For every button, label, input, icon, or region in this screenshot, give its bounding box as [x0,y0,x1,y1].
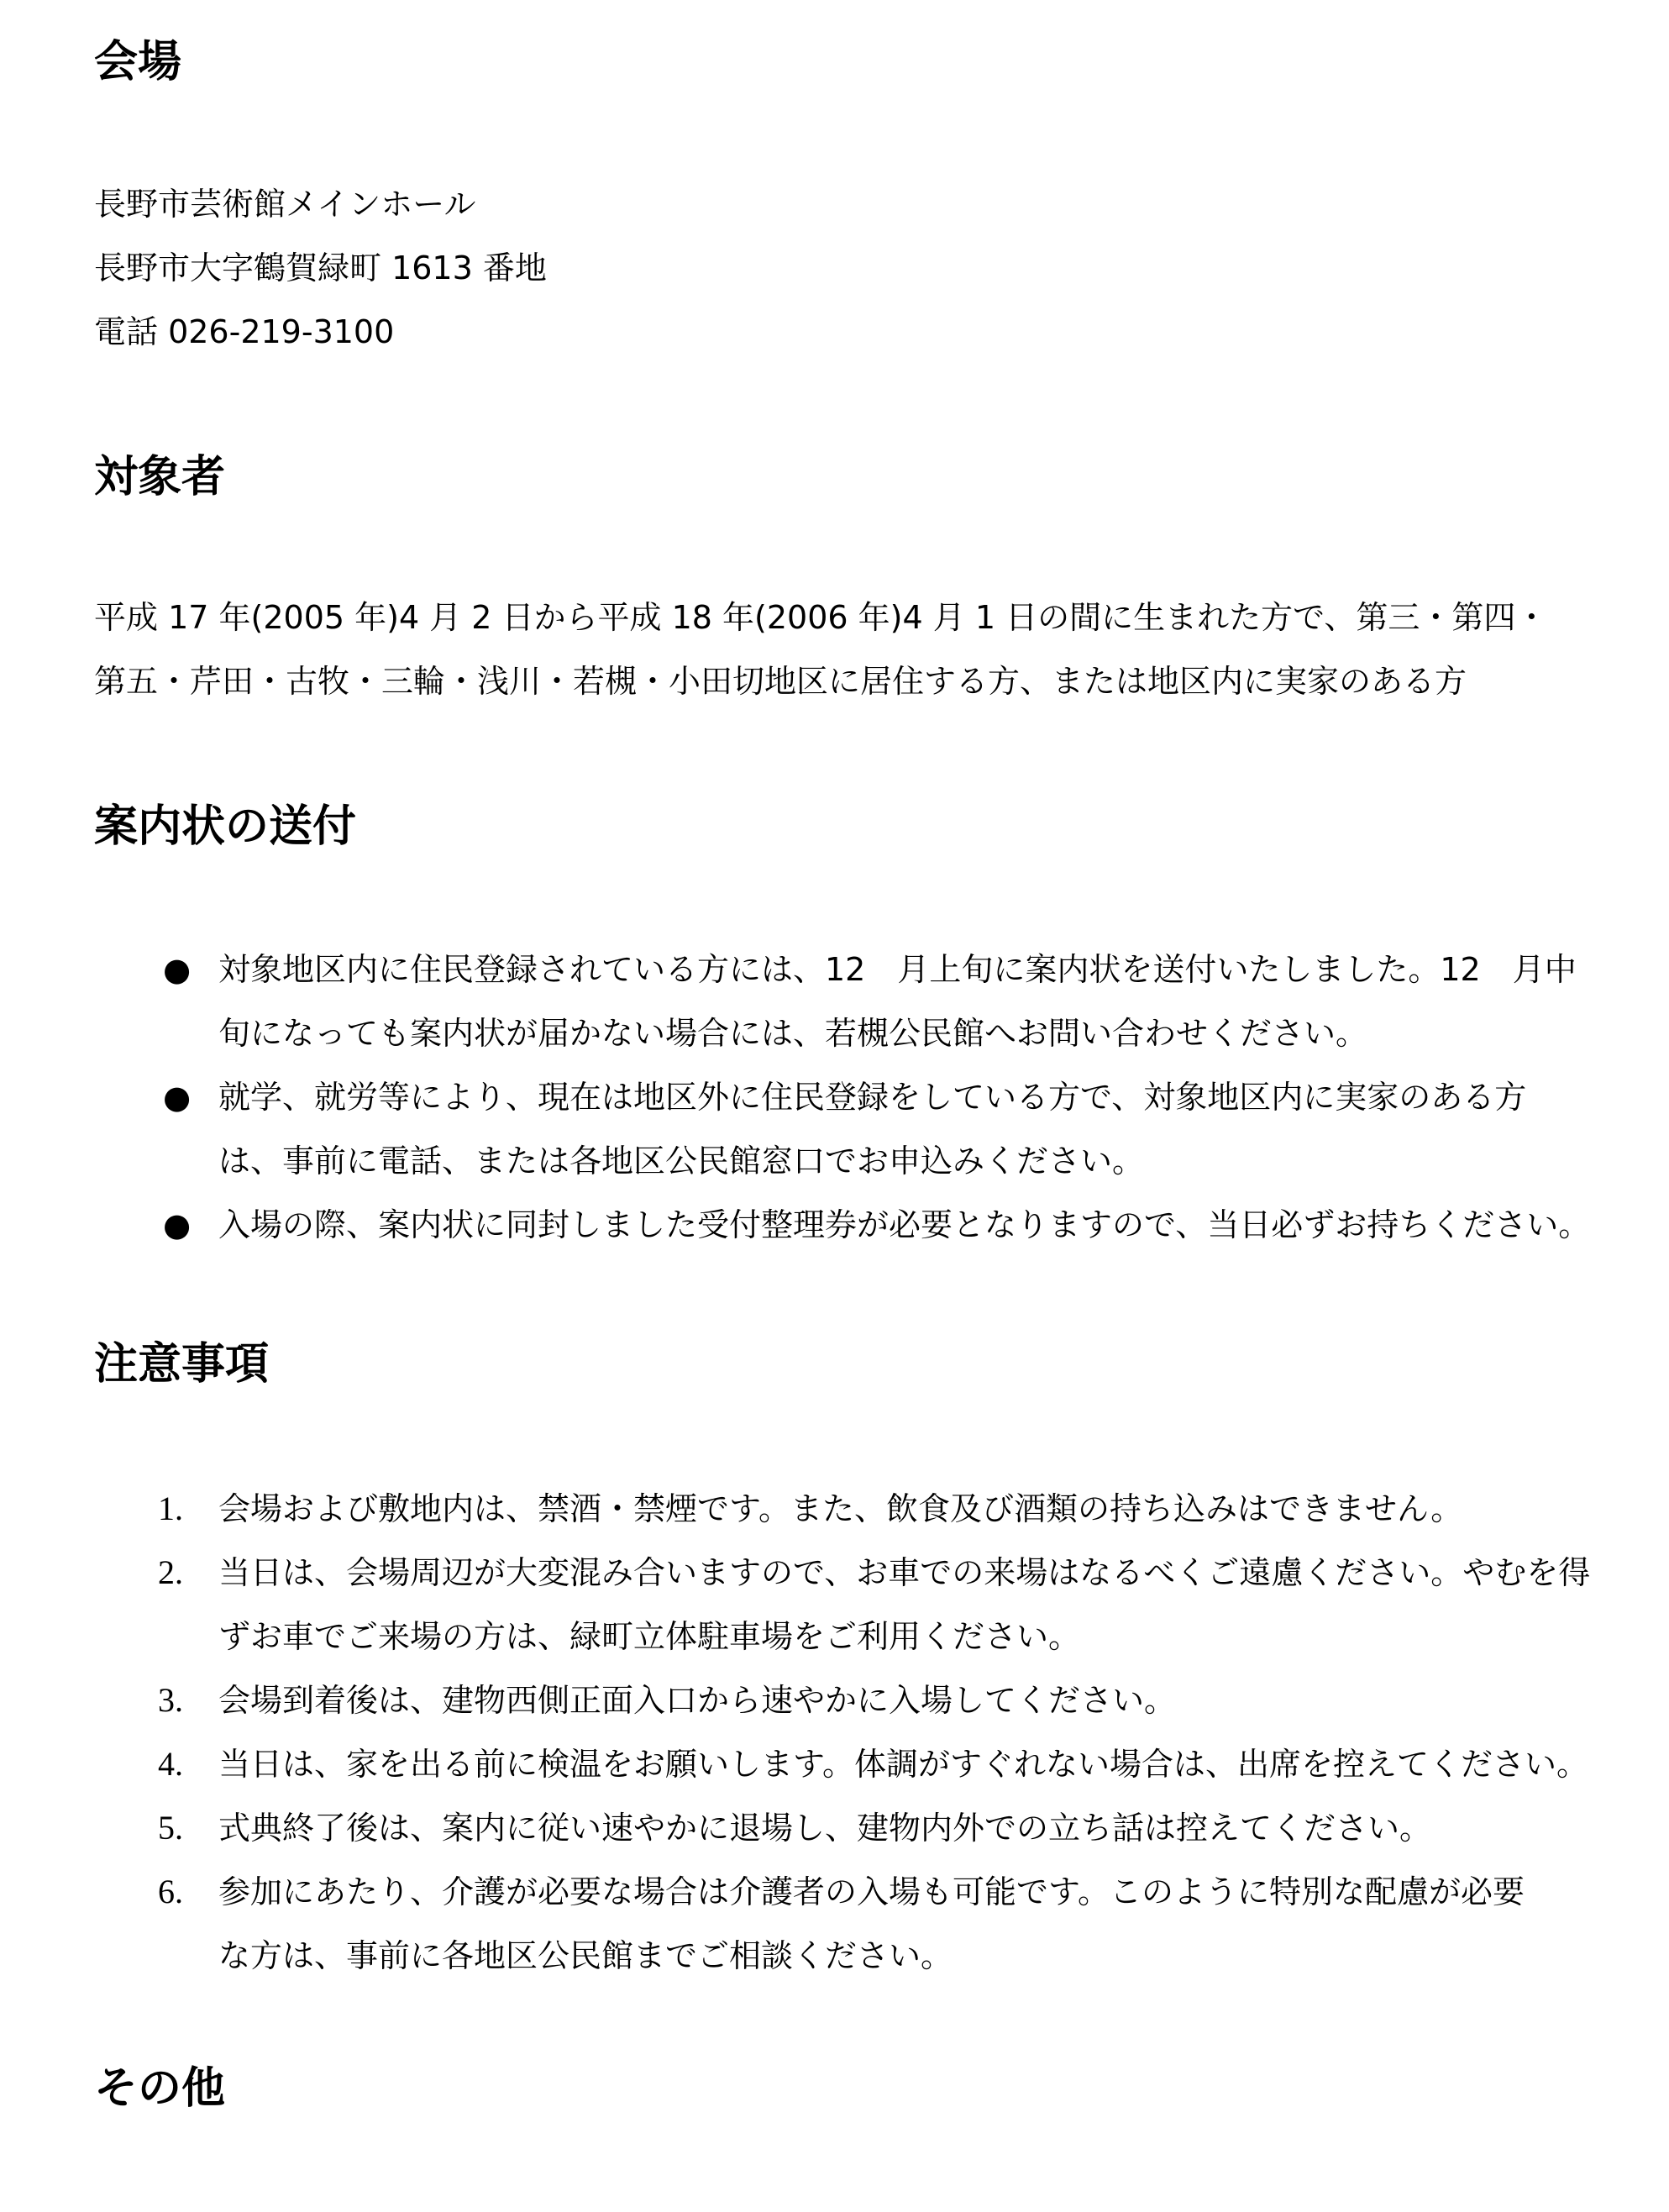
list-item-text [218,1193,1591,1257]
list-item-line: 対象地区内に住民登録されている方には、12 月上旬に案内状を送付いたしました。12 月中 [218,951,1577,988]
eligibility-text-line-2: 第五・芹田・古牧・三輪・浅川・若槻・小田切地区に居住する方、または地区内に実家のある方 [94,663,1467,700]
invitation-heading: 案内状の送付 [94,801,357,852]
list-item-line: 就学、就労等により、現在は地区外に住民登録をしている方で、対象地区内に実家のある方 [218,1079,1527,1116]
list-item-text [218,1477,1579,1541]
list-item-line: 参加にあたり、介護が必要な場合は介護者の入場も可能です。このように特別な配慮が必要 [218,1873,1525,1910]
item-number: 5. [158,1809,183,1847]
item-number: 6. [158,1873,183,1910]
list-item-text [218,1065,1579,1193]
list-item-line: 旬になっても案内状が届かない場合には、若槻公民館へお問い合わせください。 [218,1015,1368,1052]
list-item-text [218,1796,1579,1860]
venue-phone: 電話 026-219-3100 [94,313,395,350]
list-item-line: 会場到着後は、建物西側正面入口から速やかに入場してください。 [218,1682,1177,1719]
list-item-line: 式典終了後は、案内に従い速やかに退場し、建物内外での立ち話は控えてください。 [218,1810,1432,1847]
list-item-line: な方は、事前に各地区公民館までご相談ください。 [218,1937,953,1974]
list-item-line: ずお車でご来場の方は、緑町立体駐車場をご利用ください。 [218,1618,1081,1655]
item-number: 1. [158,1490,183,1527]
venue-name: 長野市芸術館メインホール [94,186,476,223]
venue-address: 長野市大字鶴賀緑町 1613 番地 [94,250,547,286]
bullet-marker: ● [163,951,192,988]
venue-heading: 会場 [94,37,182,87]
list-item-line: 会場および敷地内は、禁酒・禁煙です。また、飲食及び酒類の持ち込みはできません。 [218,1490,1463,1527]
list-item-text [218,1541,1591,1668]
list-item-line: は、事前に電話、または各地区公民館窓口でお申込みください。 [218,1143,1145,1180]
list-item-line: 当日は、家を出る前に検温をお願いします。体調がすぐれない場合は、出席を控えてください。 [218,1746,1588,1783]
list-item-text [218,1732,1588,1796]
eligibility-text-line-1: 平成 17 年(2005 年)4 月 2 日から平成 18 年(2006 年)4 月 1 日の間に生まれた方で、第三・第四・ [94,599,1548,636]
eligibility-heading: 対象者 [94,452,226,502]
list-item-line: 入場の際、案内状に同封しました受付整理券が必要となりますので、当日必ずお持ちください。 [218,1206,1591,1243]
list-item-line: 当日は、会場周辺が大変混み合いますので、お車での来場はなるべくご遠慮ください。やむを得 [218,1554,1591,1591]
bullet-marker: ● [163,1079,192,1116]
bullet-marker: ● [163,1206,192,1243]
notes-heading: 注意事項 [94,1339,270,1390]
list-item-text [218,1860,1579,1988]
item-number: 4. [158,1745,183,1783]
list-item-text [218,938,1579,1065]
item-number: 3. [158,1681,183,1719]
other-heading: その他 [94,2063,226,2114]
item-number: 2. [158,1553,183,1591]
list-item-text [218,1668,1579,1732]
